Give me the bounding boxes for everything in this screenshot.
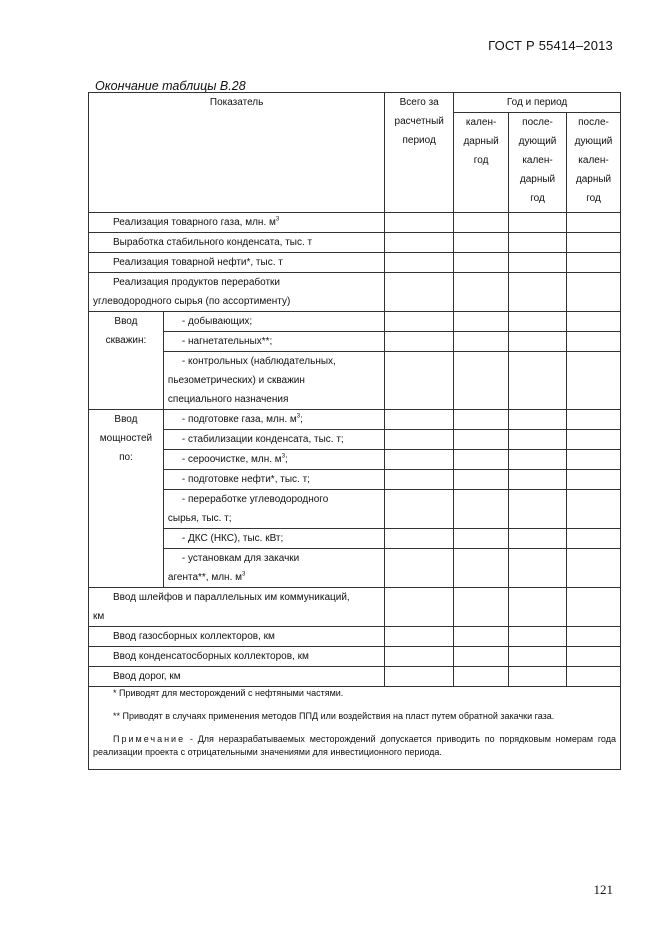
header-next-year-1: после- дующий кален- дарный год	[509, 113, 567, 213]
row-label: Выработка стабильного конденсата, тыс. т	[89, 233, 385, 253]
table-row	[89, 430, 621, 450]
table-row	[89, 410, 621, 430]
row-label: Ввод газосборных коллекторов, км	[89, 627, 385, 647]
indicators-table	[88, 92, 621, 770]
table-row	[89, 470, 621, 490]
table-row	[89, 647, 621, 667]
table-row	[89, 588, 621, 627]
note-footnote-2: ** Приводят в случаях применения методов ППД или воздействия на пласт путем обратной закачки газа.	[113, 711, 555, 721]
row-label: - установкам для закачки агента**, млн. $м^3$	[163, 549, 384, 588]
row-label: Ввод конденсатосборных коллекторов, км	[89, 647, 385, 667]
row-label: Ввод дорог, км	[89, 667, 385, 687]
row-label: - подготовке газа, млн. $м^3$;	[163, 410, 384, 430]
table-row	[89, 549, 621, 588]
header-next-year-2: после- дующий кален- дарный год	[566, 113, 620, 213]
row-label: - нагнетательных**;	[163, 332, 384, 352]
table-row	[89, 233, 621, 253]
row-label: - контрольных (наблюдательных, пьезометрических) и скважин специального назначения	[163, 352, 384, 410]
row-label: - сероочистке, млн. $м^3$;	[163, 450, 384, 470]
header-total: Всего за расчетный период	[385, 93, 454, 213]
row-label: - стабилизации конденсата, тыс. т;	[163, 430, 384, 450]
header-year-group: Год и период	[454, 93, 621, 113]
header-calendar-year: кален- дарный год	[454, 113, 509, 213]
table-row	[89, 253, 621, 273]
table-row	[89, 273, 621, 312]
group-label-wells: Ввод скважин:	[89, 312, 164, 410]
table-row	[89, 312, 621, 332]
row-label: Ввод шлейфов и параллельных им коммуникаций, км	[89, 588, 385, 627]
row-label: Реализация продуктов переработки углеводородного сырья (по ассортименту)	[89, 273, 385, 312]
table-row	[89, 529, 621, 549]
page-number: 121	[593, 882, 613, 897]
table-row	[89, 352, 621, 410]
row-label: - добывающих;	[163, 312, 384, 332]
table-row	[89, 667, 621, 687]
row-label: Реализация товарного газа, млн. $м^3$	[89, 213, 385, 233]
row-label: - подготовке нефти*, тыс. т;	[163, 470, 384, 490]
notes-row	[89, 687, 621, 770]
table-caption: Окончание таблицы В.28	[95, 79, 246, 93]
row-label: - ДКС (НКС), тыс. кВт;	[163, 529, 384, 549]
header-indicator: Показатель	[89, 93, 385, 213]
header-row-1	[89, 93, 621, 113]
table-row	[89, 490, 621, 529]
table-row	[89, 450, 621, 470]
note-remark: Примечание - Для неразрабатываемых месторождений допускается приводить по порядковым номерам года реализации проекта с отрицательными значениями для инвестиционного периода.	[93, 734, 616, 757]
document-code: ГОСТ Р 55414–2013	[488, 38, 613, 53]
table-row	[89, 213, 621, 233]
row-label: Реализация товарной нефти*, тыс. т	[89, 253, 385, 273]
note-footnote-1: * Приводят для месторождений с нефтяными частями.	[113, 688, 344, 698]
table-notes	[89, 687, 621, 770]
table-row	[89, 627, 621, 647]
table-row	[89, 332, 621, 352]
group-label-capacity: Ввод мощностей по:	[89, 410, 164, 588]
row-label: - переработке углеводородного сырья, тыс. т;	[163, 490, 384, 529]
